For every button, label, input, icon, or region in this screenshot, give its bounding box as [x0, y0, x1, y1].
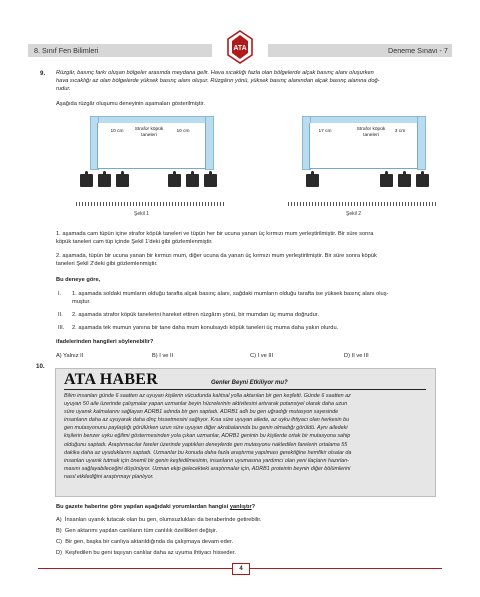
fig2-candle	[416, 174, 429, 187]
statement-3-num: III.	[58, 325, 65, 331]
fig2-ground	[288, 202, 436, 206]
news-line: insanların daha az uyuyarak daha dinç hissetmesini sağlıyor. Kısa süre uyuyan ailede, az uyku ihtiyacı olan herkesin bu	[64, 417, 350, 424]
news-line: nasıl etkilediğini araştırmayı planlıyor.	[64, 473, 154, 480]
news-line: Bilim insanları günde 6 saatten az uyuyan kişilerin vücudunda kalıtsal yolla aktarılan bir gen keşfetti. Günde 6 saatten az	[64, 393, 351, 399]
news-title: ATA HABER	[64, 371, 159, 388]
option-text: I ve II	[159, 353, 174, 359]
option-text: I ve III	[257, 353, 274, 359]
q9-question-lead: Bu deneye göre,	[56, 277, 101, 283]
statement-1-num: I.	[58, 291, 62, 297]
option-text: Bir gen, başka bir canlıya aktarıldığında da çalışmaya devam eder.	[65, 539, 234, 545]
option-text: İnsanları uyanık tutacak olan bu gen, olumsuzlukları da beraberinde getirebilir.	[64, 517, 262, 523]
q9-lead: Aşağıda rüzgâr oluşumu deneyinin aşamaları gösterilmiştir.	[56, 101, 205, 107]
option-letter: B)	[152, 353, 158, 359]
option-letter: C)	[250, 353, 257, 359]
fig2-foam-label: Strafor köpük taneleri	[356, 127, 386, 138]
option-letter: C)	[56, 539, 63, 545]
option-text: Yalnız II	[63, 353, 84, 359]
news-body	[64, 392, 426, 481]
statement-2-line-1: 2. aşamada strafor köpük tanelerini hareket ettiren rüzgârın yönü, bir mumdan üç muma doğrudur.	[72, 312, 319, 318]
q10-question	[56, 503, 255, 512]
q9-step2-2: taneleri Şekil 2'deki gibi gözlemlenmiştir.	[56, 261, 158, 267]
q9-option-a[interactable]	[56, 352, 83, 361]
option-letter: A)	[56, 353, 62, 359]
fig2-tube-right	[417, 116, 426, 170]
q9-intro-1: Rüzgâr, basınç farkı oluşan bölgeler arasında meydana gelir. Hava sıcaklığı fazla olan bölgelerde alçak basınç alanı oluşurken	[56, 70, 374, 76]
figure-1	[80, 112, 220, 227]
figure-2	[292, 112, 432, 227]
q9-question: ifadelerinden hangileri söylenebilir?	[56, 339, 154, 345]
q9-option-b[interactable]	[152, 352, 173, 361]
option-letter: A)	[56, 517, 62, 523]
statement-2-num: II.	[58, 312, 63, 318]
option-text: Keşfedilen bu geni taşıyan canlılar daha az uyuma ihtiyacı hisseder.	[65, 550, 236, 556]
news-line: masını sağlayabileceğini düşünüyor. Uzman ekip gelecekteki araştırmalar için, ADRB1 proteinin beynin diğer bölümlerini	[64, 465, 351, 472]
statement-3-line-1: 2. aşamada tek mumun yanına bir tane daha mum konulsaydı köpük taneleri üç muma daha yakın olurdu.	[72, 325, 339, 331]
option-letter: D)	[344, 353, 351, 359]
q9-step2-1: 2. aşamada, tüpün bir ucuna yanan bir kırmızı mum, diğer ucuna da yanan üç kırmızı mum yerleştirilmiştir. Bir süre sonra köpük	[56, 253, 377, 259]
fig1-candle	[186, 174, 199, 187]
fig2-right-dim: 3 cm	[394, 129, 406, 134]
fig1-candle	[168, 174, 181, 187]
option-letter: D)	[56, 550, 63, 556]
ata-logo	[225, 30, 255, 64]
q10-number: 10.	[36, 363, 45, 370]
fig1-candle	[116, 174, 129, 187]
fig1-caption: Şekil 1	[134, 211, 150, 217]
news-line: olduğunu saptadı. Araştırmacılar fareler üzerinde yaptıkları deneylerde gen mutasyonu nakledilen farelerin ortalama 55	[64, 441, 348, 448]
q9-number: 9.	[40, 70, 46, 77]
fig2-candle	[306, 174, 319, 187]
option-text: Gen aktarımı yapılan canlıların tüm canlılık özellikleri değişir.	[64, 528, 218, 534]
news-line: dakika daha az uyuduklarını saptadı. Uzmanlar bu konuda daha fazla araştırma yapılması gerektiğine hemfikir olsalar da	[64, 449, 352, 456]
q9-option-d[interactable]	[344, 352, 369, 361]
fig1-right-dim: 10 cm	[176, 129, 190, 134]
fig1-left-dim: 10 cm	[110, 129, 124, 134]
q10-option-d[interactable]	[56, 549, 236, 558]
fig1-ground	[76, 202, 224, 206]
q9-intro-2: hava sıcaklığı az olan bölgelerde yüksek basınç alanı oluşur. Rüzgârın yönü, yüksek basınç alanından alçak basınç alanına doğ-	[56, 78, 380, 84]
q10-question-post: ?	[251, 504, 256, 510]
q10-question-underlined: yanlıştır	[229, 504, 252, 510]
q10-question-pre: Bu gazete haberine göre yapılan aşağıdaki yorumlardan hangisi	[56, 504, 230, 510]
q9-step1-1: 1. aşamada cam tüpün içine strafor köpük taneleri ve tüpün her bir ucuna yanan üç kırmızı mum yerleştirilmiştir. Bir süre sonra	[56, 231, 374, 237]
news-line: süre uyanık kalmalarını sağlayan ADRB1 adında bir gen saptadı. ADRB1 adlı bu gen uğradığı mutasyon sayesinde	[64, 409, 339, 416]
news-line: gen mutasyonunu paylaştığı görülürken uzun süre uyuyan diğer akrabalarında bu genin olmadığı görüldü. Aynı ailedeki	[64, 425, 348, 432]
header-left-title: 8. Sınıf Fen Bilimleri	[34, 46, 99, 55]
fig2-candle	[380, 174, 393, 187]
fig2-caption: Şekil 2	[346, 211, 362, 217]
fig1-candle	[98, 174, 111, 187]
news-line: uyuyan 50 aile üzerinde çalışmalar yapan uzmanlar beyin hücrelerinin aktivitesini artırarak potansiyel olarak daha uzun	[64, 401, 348, 408]
news-rule	[64, 389, 426, 390]
q10-option-c[interactable]	[56, 538, 233, 547]
fig1-candle	[80, 174, 93, 187]
q9-option-c[interactable]	[250, 352, 273, 361]
fig1-tube-right	[205, 116, 214, 170]
fig2-left-dim: 17 cm	[318, 129, 332, 134]
fig2-candle	[398, 174, 411, 187]
option-text: II ve III	[351, 353, 369, 359]
fig1-foam-label: Strafor köpük taneleri	[134, 127, 164, 138]
page-number: 4	[232, 563, 250, 575]
option-letter: B)	[56, 528, 62, 534]
news-box	[55, 368, 436, 497]
statement-1-line-2: muştur.	[72, 299, 91, 305]
q10-option-b[interactable]	[56, 527, 217, 536]
q10-option-a[interactable]	[56, 516, 262, 525]
news-line: insanları uyanık tutmak için önemli bir genin keşfedilmesinin, insanların uyumasına yardımcı olan yeni ilaçların hazırlan-	[64, 457, 349, 464]
header-right-title: Deneme Sınavı - 7	[388, 46, 448, 55]
fig1-candle	[204, 174, 217, 187]
statement-1-line-1: 1. aşamada soldaki mumların olduğu tarafta alçak basınç alanı, sağdaki mumların olduğu tarafta ise yüksek basınç alanı oluş-	[72, 291, 389, 297]
logo-text: ATA	[233, 45, 247, 52]
q9-intro-3: rudur.	[56, 86, 71, 92]
news-subtitle: Genler Beyni Etkiliyor mu?	[211, 380, 288, 386]
q9-step1-2: köpük taneleri cam tüp içinde Şekil 1'deki gibi gözlemlenmiştir.	[56, 239, 213, 245]
news-line: kişilerin benzer uyku eğilimi göstermesinden yola çıkan uzmanlar, ADRB1 geninin bu kişilerde ortak bir mutasyona sahip	[64, 433, 351, 440]
